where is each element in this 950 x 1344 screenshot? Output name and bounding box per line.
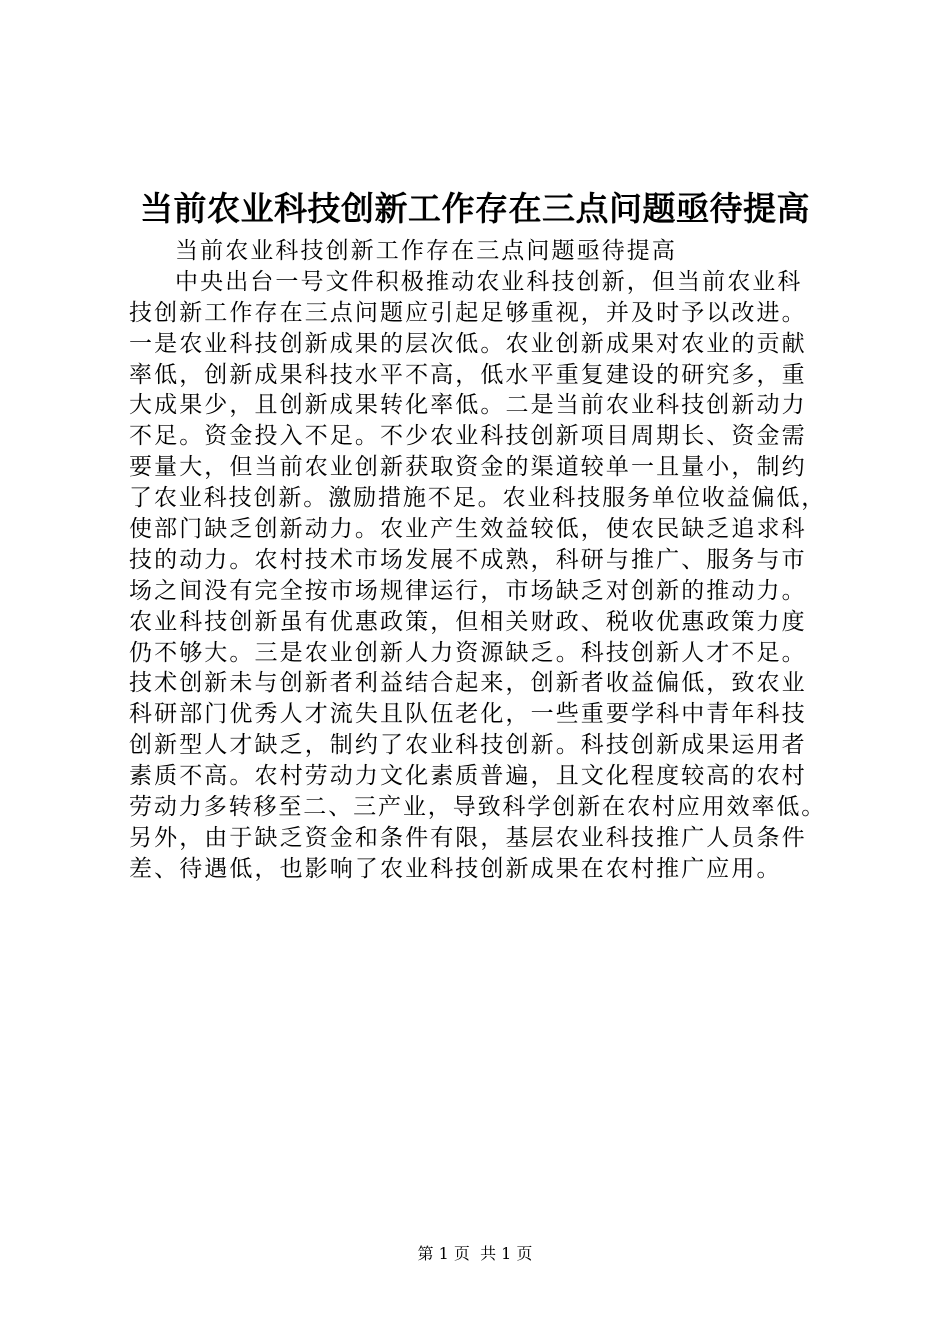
paragraph-line: 创新型人才缺乏，制约了农业科技创新。科技创新成果运用者 — [129, 732, 807, 759]
paragraph-line: 使部门缺乏创新动力。农业产生效益较低，使农民缺乏追求科 — [129, 516, 807, 543]
paragraph-line: 不足。资金投入不足。不少农业科技创新项目周期长、资金需 — [129, 423, 807, 450]
paragraph-line: 率低，创新成果科技水平不高，低水平重复建设的研究多，重 — [129, 361, 807, 388]
paragraph-line: 技创新工作存在三点问题应引起足够重视，并及时予以改进。 — [129, 299, 807, 326]
paragraph-line: 要量大，但当前农业创新获取资金的渠道较单一且量小，制约 — [129, 454, 807, 481]
paragraph-line: 劳动力多转移至二、三产业，导致科学创新在农村应用效率低。 — [129, 794, 827, 821]
paragraph-line: 大成果少，且创新成果转化率低。二是当前农业科技创新动力 — [129, 392, 807, 419]
paragraph-line: 仍不够大。三是农业创新人力资源缺乏。科技创新人才不足。 — [129, 639, 807, 666]
paragraph-line: 技的动力。农村技术市场发展不成熟，科研与推广、服务与市 — [129, 546, 807, 573]
paragraph-line: 了农业科技创新。激励措施不足。农业科技服务单位收益偏低， — [129, 485, 827, 512]
paragraph-line: 一是农业科技创新成果的层次低。农业创新成果对农业的贡献 — [129, 330, 807, 357]
paragraph-line: 差、待遇低，也影响了农业科技创新成果在农村推广应用。 — [129, 855, 782, 882]
paragraph-line: 农业科技创新虽有优惠政策，但相关财政、税收优惠政策力度 — [129, 608, 807, 635]
paragraph-line: 科研部门优秀人才流失且队伍老化，一些重要学科中青年科技 — [129, 701, 807, 728]
paragraph-line: 技术创新未与创新者利益结合起来，创新者收益偏低，致农业 — [129, 670, 807, 697]
page-number-footer: 第 1 页 共 1 页 — [417, 1244, 533, 1263]
paragraph-line: 另外，由于缺乏资金和条件有限，基层农业科技推广人员条件 — [129, 824, 807, 851]
document-body — [129, 236, 829, 885]
subtitle-line: 当前农业科技创新工作存在三点问题亟待提高 — [175, 238, 677, 264]
paragraph-line: 场之间没有完全按市场规律运行，市场缺乏对创新的推动力。 — [129, 577, 807, 604]
document-title: 当前农业科技创新工作存在三点问题亟待提高 — [140, 189, 810, 228]
paragraph-line: 中央出台一号文件积极推动农业科技创新，但当前农业科 — [175, 268, 803, 295]
paragraph-line: 素质不高。农村劳动力文化素质普遍，且文化程度较高的农村 — [129, 763, 807, 790]
